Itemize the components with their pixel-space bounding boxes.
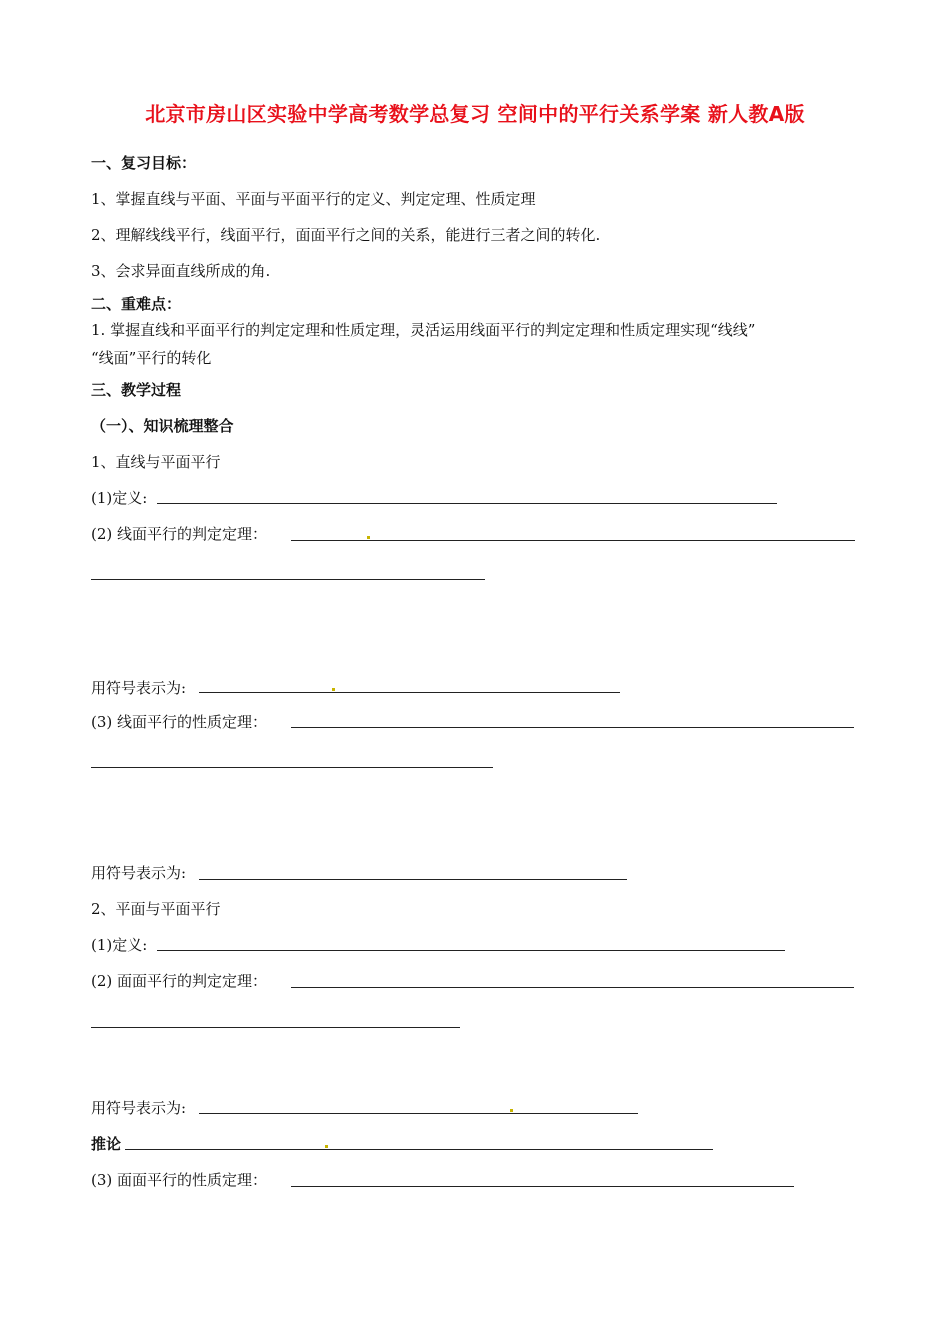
section-heading-process: 三、教学过程 (91, 381, 182, 399)
part1-definition-label: (1)定义: (91, 489, 148, 507)
part1-symbol-blank-2[interactable] (199, 879, 627, 880)
part2-judge-blank-1[interactable] (291, 987, 854, 988)
part2-judge-label: (2) 面面平行的判定定理： (91, 972, 268, 990)
part2-heading: 2、平面与平面平行 (91, 900, 221, 918)
part1-judge-label: (2) 线面平行的判定定理： (91, 525, 268, 543)
goal-item-2: 2、理解线线平行，线面平行，面面平行之间的关系，能进行三者之间的转化. (91, 226, 601, 244)
ink-speck (510, 1109, 513, 1112)
goal-item-1: 1、掌握直线与平面、平面与平面平行的定义、判定定理、性质定理 (91, 190, 536, 208)
key-point-line-2: “线面”平行的转化 (91, 349, 212, 367)
ink-speck (325, 1145, 328, 1148)
part2-symbol-label: 用符号表示为: (91, 1099, 187, 1117)
document-title: 北京市房山区实验中学高考数学总复习 空间中的平行关系学案 新人教A版 (145, 102, 805, 126)
part2-judge-blank-2[interactable] (91, 1027, 460, 1028)
ink-speck (367, 536, 370, 539)
part2-definition-blank[interactable] (157, 950, 785, 951)
part2-corollary-blank[interactable] (125, 1149, 713, 1150)
part2-property-blank[interactable] (291, 1186, 794, 1187)
section-heading-goals: 一、复习目标： (91, 154, 197, 172)
part2-symbol-blank[interactable] (199, 1113, 638, 1114)
subsection-heading: （一）、知识梳理整合 (91, 417, 234, 435)
ink-speck (332, 688, 335, 691)
part1-symbol-label-2: 用符号表示为: (91, 864, 187, 882)
part1-heading: 1、直线与平面平行 (91, 453, 221, 471)
part2-definition-label: (1)定义: (91, 936, 148, 954)
part1-property-label: (3) 线面平行的性质定理： (91, 713, 268, 731)
part1-symbol-label-1: 用符号表示为: (91, 679, 187, 697)
part2-property-label: (3) 面面平行的性质定理： (91, 1171, 268, 1189)
part1-judge-blank-2[interactable] (91, 579, 485, 580)
key-point-line-1: 1. 掌握直线和平面平行的判定定理和性质定理，灵活运用线面平行的判定定理和性质定理实现“线线” (91, 321, 756, 339)
goal-item-3: 3、会求异面直线所成的角. (91, 262, 271, 280)
part1-property-blank-2[interactable] (91, 767, 493, 768)
part1-judge-blank-1[interactable] (291, 540, 855, 541)
part1-definition-blank[interactable] (157, 503, 777, 504)
part1-property-blank-1[interactable] (291, 727, 854, 728)
part1-symbol-blank-1[interactable] (199, 692, 620, 693)
part2-corollary-label: 推论 (91, 1135, 122, 1153)
section-heading-key-points: 二、重难点： (91, 295, 182, 313)
